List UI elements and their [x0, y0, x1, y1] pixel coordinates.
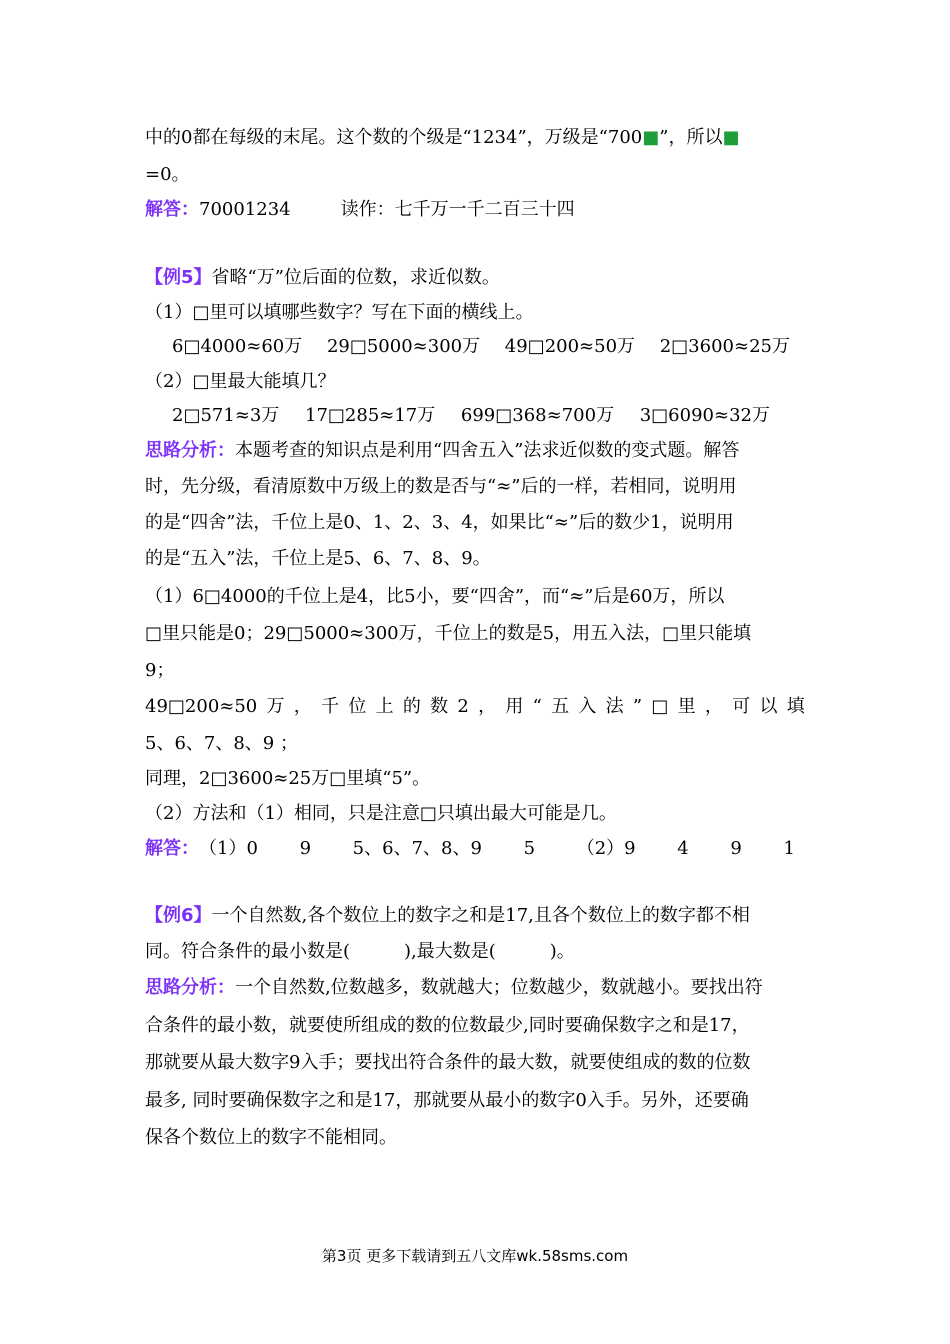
- answer-item: 9: [299, 838, 312, 859]
- answer-item: 5、6、7、8、9: [352, 838, 482, 859]
- text-segment: ，: [293, 696, 312, 717]
- example-prompt: 省略“万”位后面的位数，求近似数。: [211, 267, 500, 288]
- analysis-line: 的是“四舍”法，千位上是0、1、2、3、4，如果比“≈”后的数少1，说明用: [145, 512, 734, 533]
- text-segment: 用: [505, 696, 524, 717]
- solution-line: （2）方法和（1）相同，只是注意□只填出最大可能是几。: [145, 803, 617, 824]
- text-segment: “: [532, 696, 542, 717]
- solution-line: 同理，2□3600≈25万□里填“5”。: [145, 768, 431, 789]
- question-item: 6□4000≈60万: [172, 336, 303, 357]
- question-item: 3□6090≈32万: [639, 405, 770, 426]
- analysis-text: 本题考查的知识点是利用“四舍五入”法求近似数的变式题。解答: [235, 440, 740, 461]
- text-segment: 万: [266, 696, 285, 717]
- question-item: 29□5000≈300万: [326, 336, 481, 357]
- text-line: [145, 126, 739, 150]
- solution-line: （1）6□4000的千位上是4，比5小，要“四舍”，而“≈”后是60万，所以: [145, 586, 725, 607]
- answer-item: （1）0: [199, 838, 258, 859]
- question-item: 49□200≈50万: [504, 336, 636, 357]
- text-segment: 入: [578, 696, 597, 717]
- question-item: 2□571≈3万: [172, 405, 280, 426]
- answer-line: [145, 198, 575, 222]
- text-segment: 数: [430, 696, 449, 717]
- example-prompt-line: 同。符合条件的最小数是( ),最大数是( )。: [145, 941, 575, 962]
- text-line: =0。: [145, 164, 190, 185]
- green-square-icon: ■: [722, 127, 740, 148]
- question-item: 17□285≈17万: [305, 405, 436, 426]
- text-segment: 五: [551, 696, 570, 717]
- answer-label: 解答：: [145, 199, 199, 220]
- analysis-text: 一个自然数,位数越多，数就越大；位数越少，数就越小。要找出符: [235, 977, 763, 998]
- text-segment: ”，所以: [659, 127, 723, 148]
- text-segment: 可: [732, 696, 751, 717]
- analysis-line: 时，先分级，看清原数中万级上的数是否与“≈”后的一样，若相同，说明用: [145, 476, 737, 497]
- example-prompt: 一个自然数,各个数位上的数字之和是17,且各个数位上的数字都不相: [211, 905, 750, 926]
- answer-item: 4: [677, 838, 689, 859]
- text-segment: 2: [457, 696, 469, 717]
- analysis-label: 思路分析：: [145, 440, 235, 461]
- page-footer: 第3页 更多下载请到五八文库wk.58sms.com: [321, 1247, 629, 1265]
- analysis-line: [145, 439, 739, 463]
- answer-item: （2）9: [576, 838, 636, 859]
- example-tag: 【例6】: [145, 905, 212, 926]
- question-2: （2）□里最大能填几？: [145, 371, 336, 392]
- example-tag: 【例5】: [145, 267, 212, 288]
- analysis-line: 最多, 同时要确保数字之和是17，那就要从最小的数字0入手。另外，还要确: [145, 1090, 749, 1111]
- example-6-heading: [145, 904, 750, 928]
- analysis-label: 思路分析：: [145, 977, 235, 998]
- green-square-icon: ■: [642, 127, 660, 148]
- text-segment: 以: [759, 696, 778, 717]
- text-segment: 里: [677, 696, 696, 717]
- solution-line: 9；: [145, 660, 175, 681]
- answer-line: [145, 837, 795, 861]
- solution-line-justified: [145, 695, 805, 719]
- answer-item: 9: [730, 838, 742, 859]
- text-segment: ，: [704, 696, 723, 717]
- analysis-line: 那就要从最大数字9入手；要找出符合条件的最大数，就要使组成的数的位数: [145, 1052, 751, 1073]
- text-segment: ，: [478, 696, 497, 717]
- question-item: 2□3600≈25万: [659, 336, 790, 357]
- answer-value: 70001234: [199, 199, 291, 220]
- text-segment: 49□200≈50: [145, 696, 258, 717]
- question-1: （1）□里可以填哪些数字？写在下面的横线上。: [145, 302, 534, 323]
- text-segment: 位: [348, 696, 367, 717]
- analysis-line: [145, 976, 763, 1000]
- question-item: 699□368≈700万: [460, 405, 615, 426]
- solution-line: □里只能是0；29□5000≈300万，千位上的数是5，用五入法，□里只能填: [145, 623, 752, 644]
- text-segment: □: [651, 696, 669, 717]
- solution-line: 5、6、7、8、9 ；: [145, 733, 298, 754]
- answer-label: 解答：: [145, 838, 199, 859]
- question-1-items: [172, 335, 790, 359]
- text-segment: 中的0都在每级的末尾。这个数的个级是“1234”，万级是“700: [145, 127, 643, 148]
- text-segment: 千: [321, 696, 340, 717]
- analysis-line: 合条件的最小数，就要使所组成的数的位数最少,同时要确保数字之和是17，: [145, 1015, 750, 1036]
- text-segment: 填: [786, 696, 805, 717]
- answer-item: 5: [523, 838, 536, 859]
- text-segment: 上: [375, 696, 394, 717]
- example-5-heading: [145, 266, 500, 290]
- analysis-line: 保各个数位上的数字不能相同。: [145, 1127, 397, 1148]
- text-segment: 的: [402, 696, 421, 717]
- text-segment: 法: [605, 696, 624, 717]
- question-2-items: [172, 404, 770, 428]
- answer-reading: 读作：七千万一千二百三十四: [340, 199, 575, 220]
- analysis-line: 的是“五入”法，千位上是5、6、7、8、9。: [145, 548, 491, 569]
- text-segment: ”: [632, 696, 643, 717]
- answer-item: 1: [783, 838, 795, 859]
